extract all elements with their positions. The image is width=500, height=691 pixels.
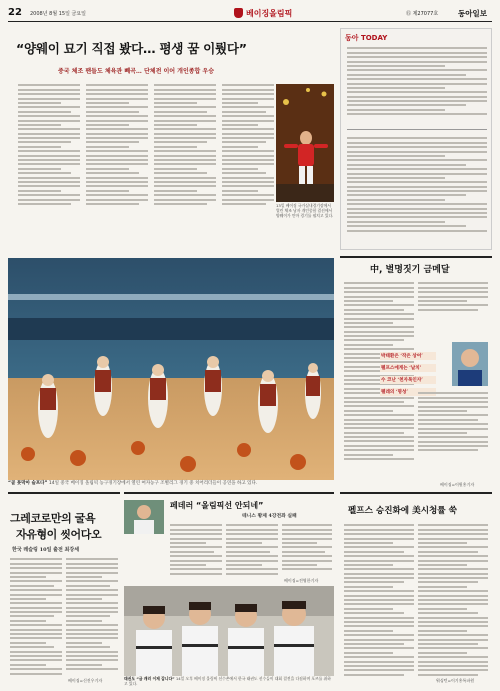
issue-date: 2008년 8월 15일 금요일: [30, 11, 87, 17]
federer-subhead: 테니스 황제 4강전좌 실패: [242, 513, 297, 519]
wrestling-headline-1: 그레코로만의 굴욕: [10, 512, 96, 525]
taekwondo-photo: [124, 586, 334, 676]
cheerleader-caption-title: “골 못막아 슬프다”: [8, 481, 48, 486]
page-number: 22: [8, 7, 22, 18]
nickname-label-3: 수 코난 ‘천자목인자’: [380, 376, 436, 384]
taekwondo-caption-title: 태권도 “금 캐러 이제 갑니다”: [124, 676, 175, 681]
sidebar-divider: [347, 129, 487, 130]
main-story: [8, 28, 334, 256]
basketball-court-scene-icon: [8, 258, 334, 480]
nickname-box-column-3: [418, 390, 488, 454]
mini-masthead: 동아 TODAY: [345, 34, 388, 42]
wrestling-story: [8, 492, 120, 684]
main-story-column-1: [18, 82, 80, 207]
tennis-player-icon: [124, 500, 164, 534]
gymnast-photo: [276, 84, 334, 202]
federer-photo: [124, 500, 164, 534]
taekwondo-team-icon: [124, 586, 334, 676]
wrestling-column-2: [66, 556, 118, 673]
phelps-column-2: [418, 522, 488, 678]
sidebar-top: [340, 28, 492, 250]
sidebar-table-1: [347, 45, 487, 118]
athlete-portrait: [452, 342, 488, 386]
wrestling-subhead: 한국 레슬링 10일 출전 최강세: [12, 547, 80, 553]
phelps-headline: 펠프스 승진화에 美시청률 쑥: [348, 506, 457, 516]
swimmer-portrait-icon: [452, 342, 488, 386]
page-header: [8, 6, 492, 22]
wrestling-column-1: [10, 556, 62, 677]
olympic-emblem-icon: [234, 8, 243, 18]
phelps-story: [340, 492, 492, 684]
taekwondo-caption: [124, 677, 334, 687]
nickname-label-4: 펠레의 ‘명성’: [380, 388, 436, 396]
main-subhead: 중국 체조 팬들도 체육관 빼곡… 단체전 이어 개인종합 우승: [58, 68, 215, 75]
federer-credit: 베이징=전영한기자: [284, 578, 319, 583]
cheerleader-photo-caption: [8, 481, 334, 487]
phelps-credit: 워싱턴=이기홍특파원: [436, 678, 475, 683]
nickname-box-credit: 베이징=이원홍기자: [440, 482, 475, 487]
cheerleader-caption-text: 14일 중국 베이징 올림픽 농구경기장에서 열린 여자농구 조별리그 경기 중 치어리더들이 공연을 하고 있다.: [48, 481, 258, 486]
nickname-label-2: 펠프스에게는 ‘날치’: [380, 364, 436, 372]
wrestling-headline-2: 자유형이 씻어다오: [16, 528, 102, 541]
cheerleader-photo: [8, 258, 334, 480]
main-story-column-4: [222, 82, 274, 207]
nickname-box-column-2: [418, 280, 488, 313]
sidebar-table-2: [347, 135, 487, 234]
gymnast-photo-caption: 13일 베이징 국가실내경기장에서 열린 체조 남자 개인종합 결선에서 양웨이가 안마 경기를 펼치고 있다.: [276, 203, 334, 218]
federer-column-3: [282, 522, 332, 573]
main-story-column-2: [86, 82, 148, 207]
federer-column-2: [226, 522, 278, 577]
gymnast-figure-icon: [276, 84, 334, 202]
federer-story: [124, 492, 334, 584]
federer-column-1: [170, 522, 222, 577]
main-headline: “양웨이 묘기 직접 봤다… 평생 꿈 이뤘다”: [16, 41, 247, 56]
federer-headline: 페데러 “올림픽선 안되네”: [170, 501, 264, 510]
section-title: 베이징올림픽: [246, 9, 293, 18]
nickname-label-1: 박태환은 ‘작은 상어’: [380, 352, 436, 360]
paper-name: 동아일보: [458, 9, 487, 18]
phelps-column-1: [344, 522, 414, 678]
wrestling-credit: 베이징=신진우기자: [68, 678, 103, 683]
main-story-column-3: [154, 82, 216, 207]
nickname-box: [340, 256, 492, 488]
taekwondo-caption-text: 14일 오후 베이징 올림픽 선수촌에서 한국 태권도 선수들이 대회 결전을 다짐하며 포즈를 취하고 있다.: [124, 676, 331, 686]
nickname-box-title: 中, 별명짓기 금메달: [370, 265, 450, 275]
issue-number: ⑮ 제27077호: [406, 11, 439, 17]
